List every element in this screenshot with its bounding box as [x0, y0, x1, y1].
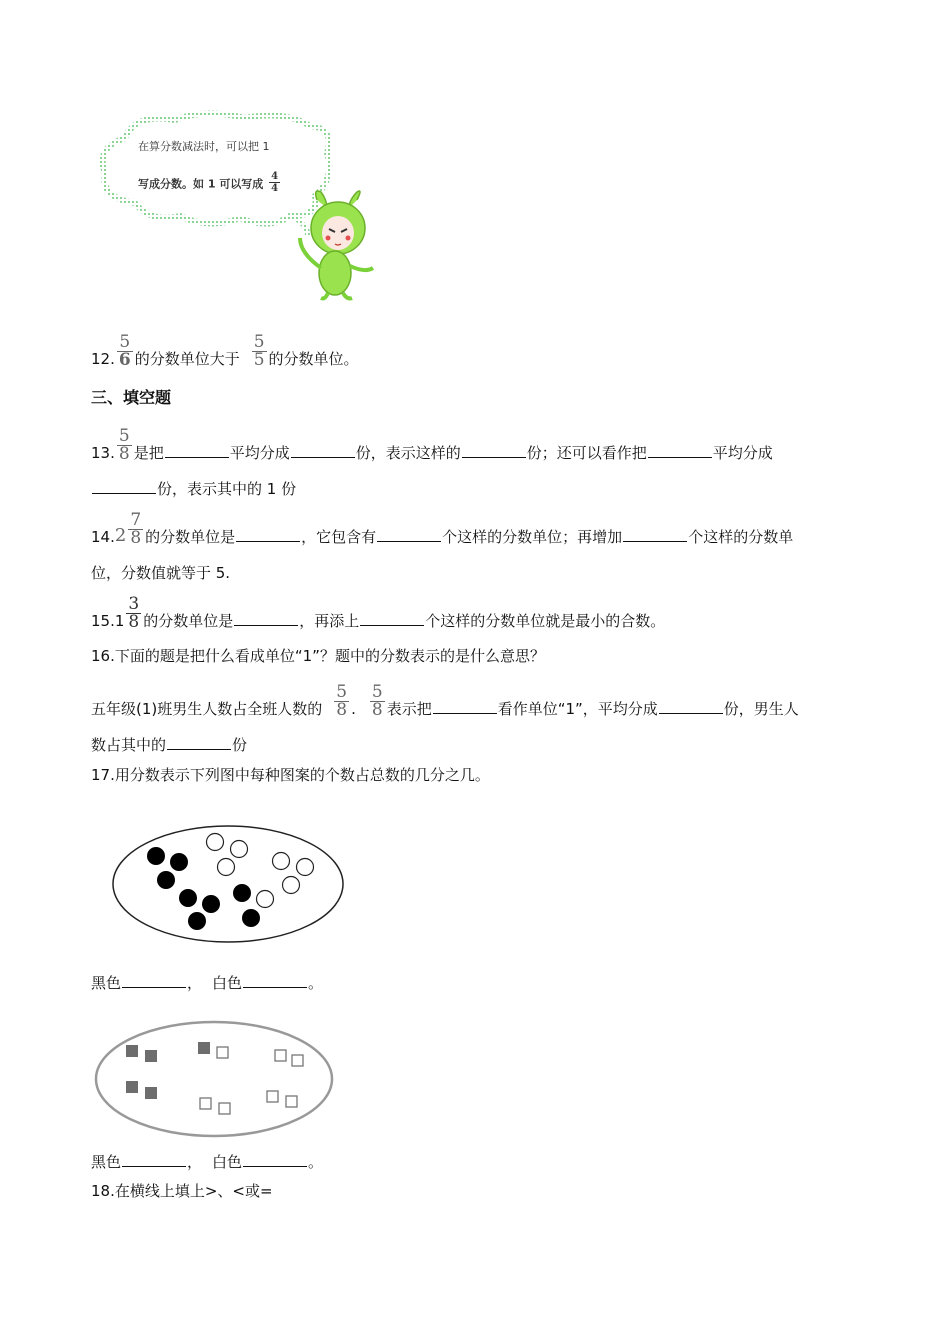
white-circle [273, 853, 290, 870]
question-16-cont [91, 735, 247, 755]
answer-blank[interactable] [243, 1152, 307, 1167]
fraction-denominator: 8 [336, 700, 348, 720]
question-text: 数占其中的 [91, 736, 167, 754]
white-label: 白色 [212, 1153, 243, 1171]
question-number: 14. [91, 528, 115, 546]
white-circle [231, 841, 248, 858]
bubble-fraction [269, 171, 280, 194]
question-17-answer-1 [91, 973, 323, 993]
question-text: 个这样的分数单位就是最小的合数。 [425, 612, 666, 630]
fraction-denominator: 8 [130, 528, 142, 548]
question-number: 12. [91, 350, 115, 368]
separator: ， [187, 1153, 203, 1171]
question-text: ，再添上 [299, 612, 360, 630]
fraction-7-8 [128, 512, 143, 547]
white-circle [207, 834, 224, 851]
mixed-number-whole: 1 [114, 612, 125, 630]
question-text: . [351, 700, 356, 718]
white-label: 白色 [212, 974, 243, 992]
white-square [200, 1098, 211, 1109]
black-circle [242, 909, 260, 927]
answer-blank[interactable] [648, 443, 712, 458]
separator: ， [187, 974, 203, 992]
white-square [286, 1096, 297, 1107]
fraction-5-8 [117, 428, 132, 463]
answer-blank[interactable] [165, 443, 229, 458]
gray-square [145, 1087, 157, 1099]
question-text: 份 [232, 736, 248, 754]
question-text: 平均分成 [229, 444, 290, 462]
white-circle [283, 877, 300, 894]
fraction-5-6 [117, 334, 133, 369]
black-circle [188, 912, 206, 930]
question-text: 18.在横线上填上>、<或= [91, 1182, 273, 1200]
bubble-text-line-1: 在算分数减法时，可以把 1 [138, 140, 270, 153]
fraction-3-8 [126, 596, 141, 631]
question-text: 16.下面的题是把什么看成单位“1”？题中的分数表示的是什么意思？ [91, 647, 545, 665]
gray-square [126, 1081, 138, 1093]
fraction-numerator: 7 [130, 510, 142, 530]
question-text: 份；还可以看作把 [526, 444, 647, 462]
answer-blank[interactable] [360, 611, 424, 626]
question-text: 个这样的分数单 [688, 528, 794, 546]
gray-square [126, 1045, 138, 1057]
answer-blank[interactable] [167, 735, 231, 750]
question-number: 15. [91, 612, 115, 630]
fraction-numerator: 5 [336, 682, 348, 702]
question-text: 份，表示其中的 1 份 [157, 480, 297, 498]
white-square [292, 1055, 303, 1066]
white-square [275, 1050, 286, 1061]
white-square [219, 1103, 230, 1114]
question-text: 表示把 [386, 700, 432, 718]
figure-ellipse [96, 1022, 332, 1136]
white-circle [257, 891, 274, 908]
question-15 [91, 594, 666, 639]
question-17-answer-2 [91, 1152, 323, 1172]
mixed-number-whole: 2 [114, 524, 127, 546]
answer-blank[interactable] [433, 699, 497, 714]
question-16-body [91, 682, 799, 727]
question-text: 是把 [133, 444, 164, 462]
black-circle [202, 895, 220, 913]
question-text: 看作单位“1”，平均分成 [497, 700, 658, 718]
circles-figure [108, 822, 348, 946]
white-circle [218, 859, 235, 876]
question-number: 13. [91, 444, 115, 462]
gray-square [145, 1050, 157, 1062]
question-text: 平均分成 [712, 444, 773, 462]
question-text: 的分数单位是 [143, 612, 234, 630]
question-text: 五年级(1)班男生人数占全班人数的 [91, 700, 323, 718]
answer-blank[interactable] [291, 443, 355, 458]
fraction-5-5 [252, 334, 267, 369]
fraction-numerator: 5 [118, 426, 130, 446]
gray-square [198, 1042, 210, 1054]
answer-blank[interactable] [92, 479, 156, 494]
question-13-cont [91, 479, 296, 499]
question-text: ，它包含有 [301, 528, 377, 546]
figure-ellipse [113, 826, 343, 942]
end-mark: 。 [308, 974, 324, 992]
black-circle [157, 871, 175, 889]
black-label: 黑色 [91, 1153, 122, 1171]
section-title: 三、填空题 [91, 388, 172, 407]
black-circle [179, 889, 197, 907]
fraction-denominator: 5 [253, 350, 265, 370]
bubble-text-line-2 [138, 173, 282, 196]
question-text: 位，分数值就等于 5. [91, 564, 231, 582]
fraction-5-8 [334, 684, 349, 719]
fraction-denominator: 8 [371, 700, 383, 720]
answer-blank[interactable] [623, 527, 687, 542]
fraction-numerator: 3 [128, 594, 140, 614]
question-text: 个这样的分数单位；再增加 [442, 528, 623, 546]
question-text: 的分数单位。 [268, 350, 359, 368]
answer-blank[interactable] [236, 527, 300, 542]
fraction-numerator: 4 [271, 171, 279, 182]
fraction-numerator: 5 [253, 332, 265, 352]
question-text: 份，表示这样的 [355, 444, 461, 462]
black-circle [147, 847, 165, 865]
question-12 [91, 332, 359, 377]
fraction-5-8 [370, 684, 385, 719]
black-circle [233, 884, 251, 902]
squares-figure [92, 1018, 340, 1142]
answer-blank[interactable] [462, 443, 526, 458]
bubble-text-line-2-label: 写成分数。如 1 可以写成 [138, 177, 264, 191]
answer-blank[interactable] [659, 699, 723, 714]
answer-blank[interactable] [122, 1152, 186, 1167]
question-text: 的分数单位大于 [134, 350, 240, 368]
white-square [217, 1047, 228, 1058]
question-13 [91, 426, 773, 471]
question-18 [91, 1181, 273, 1201]
answer-blank[interactable] [243, 973, 307, 988]
question-14-cont [91, 563, 230, 583]
question-text: 的分数单位是 [145, 528, 236, 546]
question-text: 份，男生人 [723, 700, 799, 718]
black-label: 黑色 [91, 974, 122, 992]
white-circle [297, 859, 314, 876]
answer-blank[interactable] [234, 611, 298, 626]
fraction-numerator: 5 [119, 332, 131, 352]
question-17 [91, 765, 490, 785]
question-16 [91, 646, 545, 666]
end-mark: 。 [308, 1153, 324, 1171]
white-square [267, 1091, 278, 1102]
question-14 [91, 510, 794, 555]
fraction-numerator: 5 [371, 682, 383, 702]
black-circle [170, 853, 188, 871]
answer-blank[interactable] [377, 527, 441, 542]
question-text: 17.用分数表示下列图中每种图案的个数占总数的几分之几。 [91, 766, 490, 784]
fraction-denominator: 6 [118, 350, 131, 370]
answer-blank[interactable] [122, 973, 186, 988]
fraction-denominator: 4 [271, 183, 279, 194]
fraction-denominator: 8 [118, 444, 130, 464]
fraction-denominator: 8 [128, 612, 140, 632]
